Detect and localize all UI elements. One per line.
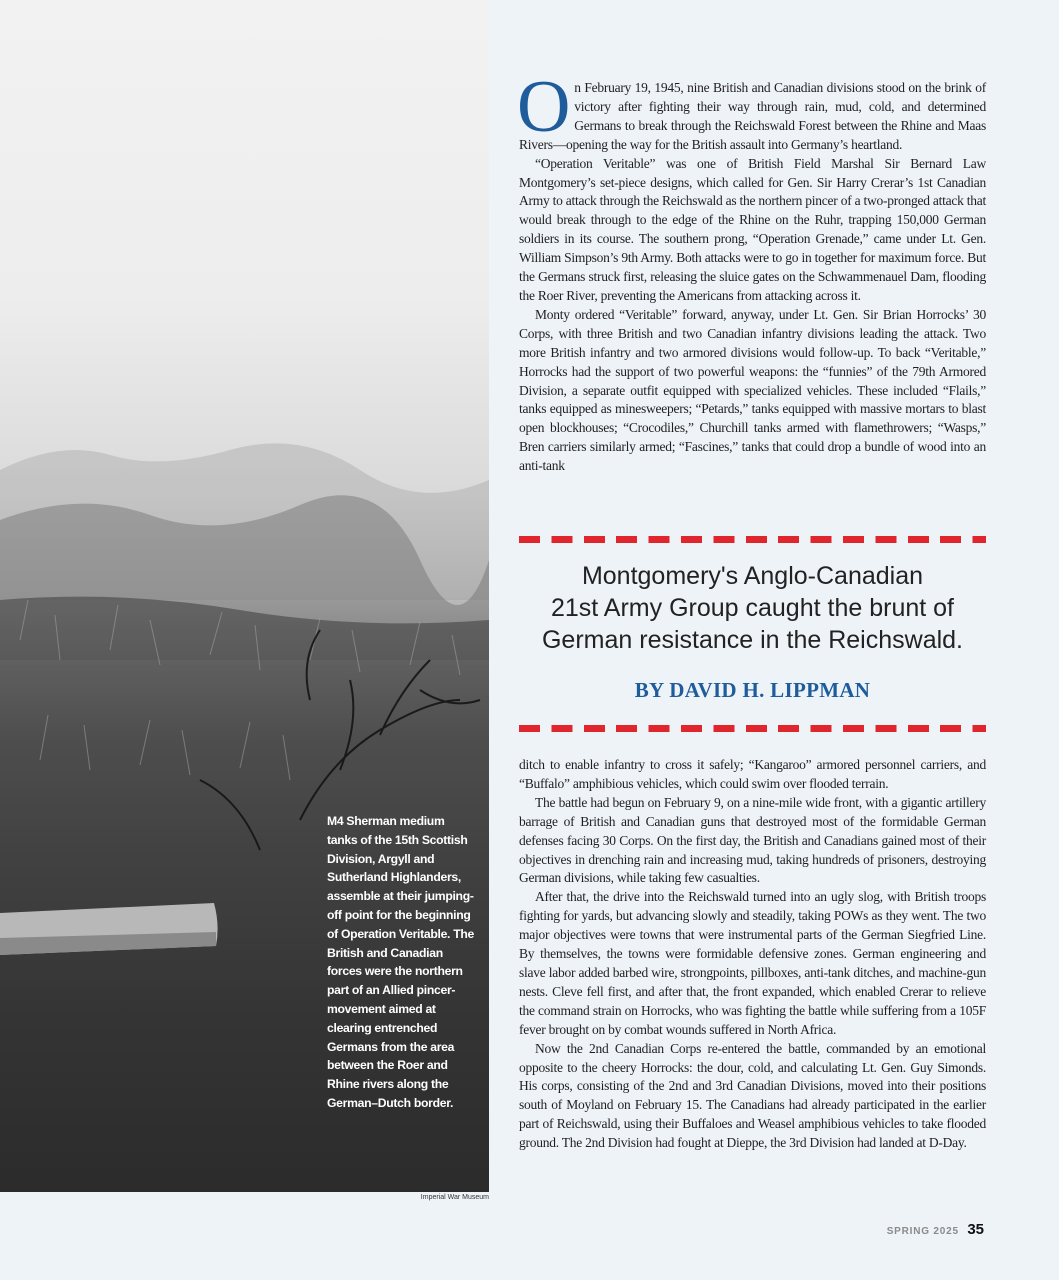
photo-sherman-tanks — [0, 0, 489, 1192]
article-paragraph-1: On February 19, 1945, nine British and Canadian divisions stood on the brink of victory after fighting their way through rain, mud, cold, and determined Germans to break through the Reichswald Forest between the Rhine and Maas Rivers—opening the way for the British assault into Germany’s heartland. — [517, 66, 986, 152]
article-paragraph-5: The battle had begun on February 9, on a nine-mile wide front, with a gigantic artillery barrage of British and Canadian guns that destroyed most of the formidable German defenses facing 30 Corps. On the first day, the British and Canadians gained most of their objectives in drenching rain and increasing mud, taking hundreds of prisoners, destroying German divisions, while taking few casualties. — [519, 794, 986, 886]
article-paragraph-4: ditch to enable infantry to cross it safely; “Kangaroo” armored personnel carriers, and “Buffalo” amphibious vehicles, which could swim over flooded terrain. — [519, 757, 986, 791]
photo-caption: M4 Sherman medium tanks of the 15th Scottish Division, Argyll and Sutherland Highlanders, assemble at their jumping-off point for the beginning of Operation Veritable. The British and Canadian forces were the northern part of an Allied pincer-movement aimed at clearing entrenched Germans from the area between the Roer and Rhine rivers along the German–Dutch border. — [327, 814, 474, 1110]
byline: BY DAVID H. LIPPMAN — [634, 678, 871, 702]
article-paragraph-2: “Operation Veritable” was one of British Field Marshal Sir Bernard Law Montgomery’s set-piece designs, which called for Gen. Sir Harry Crerar’s 1st Canadian Army to attack through the Reichswald as the northern pincer of a two-pronged attack that would break through to the edge of the Rhine on the Ruhr, trapping 150,000 German soldiers in its course. The southern prong, “Operation Grenade,” came under Lt. Gen. William Simpson’s 9th Army. Both attacks were to go in together for maximum force. But the Germans struck first, releasing the sluice gates on the Schwammenauel Dam, flooding the Roer River, preventing the Americans from attacking across it. — [519, 155, 986, 303]
article-paragraph-7: Now the 2nd Canadian Corps re-entered the battle, commanded by an emotional opposite to the cheery Horrocks: the dour, cold, and calculating Lt. Gen. Guy Simonds. His corps, consisting of the 2nd and 3rd Canadian Divisions, moved into their positions south of Moyland on February 15. The Canadians had already participated in the earlier part of Reichswald, using their Buffaloes and Weasel amphibious vehicles to take flooded ground. The 2nd Division had fought at Dieppe, the 3rd Division had landed at D-Day. — [519, 1040, 986, 1151]
red-dashed-rule-top — [519, 536, 986, 543]
article-paragraph-3: Monty ordered “Veritable” forward, anyway, under Lt. Gen. Sir Brian Horrocks’ 30 Corps, with three British and two Canadian infantry divisions leading the attack. Two more British infantry and two armored divisions would follow-up. To back “Veritable,” Horrocks had the support of two powerful weapons: the “funnies” of the 79th Armored Division, a separate outfit equipped with specialized vehicles. These included “Flails,” tanks equipped as minesweepers; “Petards,” tanks equipped with massive mortars to blast open blockhouses; “Crocodiles,” Churchill tanks armed with flamethrowers; “Wasps,” Bren carriers similarly armed; “Fascines,” tanks that could drop a bundle of wood into an anti-tank — [519, 306, 986, 474]
article-paragraph-6: After that, the drive into the Reichswald turned into an ugly slog, with British troops fighting for yards, but advancing slowly and steadily, taking POWs as they went. The two major objectives were towns that were instrumental parts of the German Siegfried Line. By themselves, the towns were formidable defensive zones. German engineering and slave labor added barbed wire, strongpoints, pillboxes, anti-tank ditches, and machine-gun nests. Cleve fell first, and after that, the front expanded, which enabled Crerar to relieve the command strain on Horrocks, who was fighting the battle while suffering from a 105F fever brought on by combat wounds suffered in North Africa. — [519, 889, 986, 1037]
page-folio — [887, 1221, 984, 1239]
red-dashed-rule-bottom — [519, 725, 986, 732]
issue-label: SPRING 2025 — [886, 1226, 959, 1237]
page-number: 35 — [967, 1221, 984, 1238]
article-column-bottom — [519, 756, 986, 1153]
deck-line-1: Montgomery's Anglo-Canadian — [581, 562, 924, 590]
drop-cap: O — [517, 66, 571, 148]
deck-line-3: German resistance in the Reichswald. — [541, 626, 964, 654]
article-column-top — [517, 66, 986, 476]
photo-credit: Imperial War Museum — [420, 1194, 489, 1201]
deck-headline — [519, 560, 986, 656]
deck-line-2: 21st Army Group caught the brunt of — [550, 594, 954, 622]
